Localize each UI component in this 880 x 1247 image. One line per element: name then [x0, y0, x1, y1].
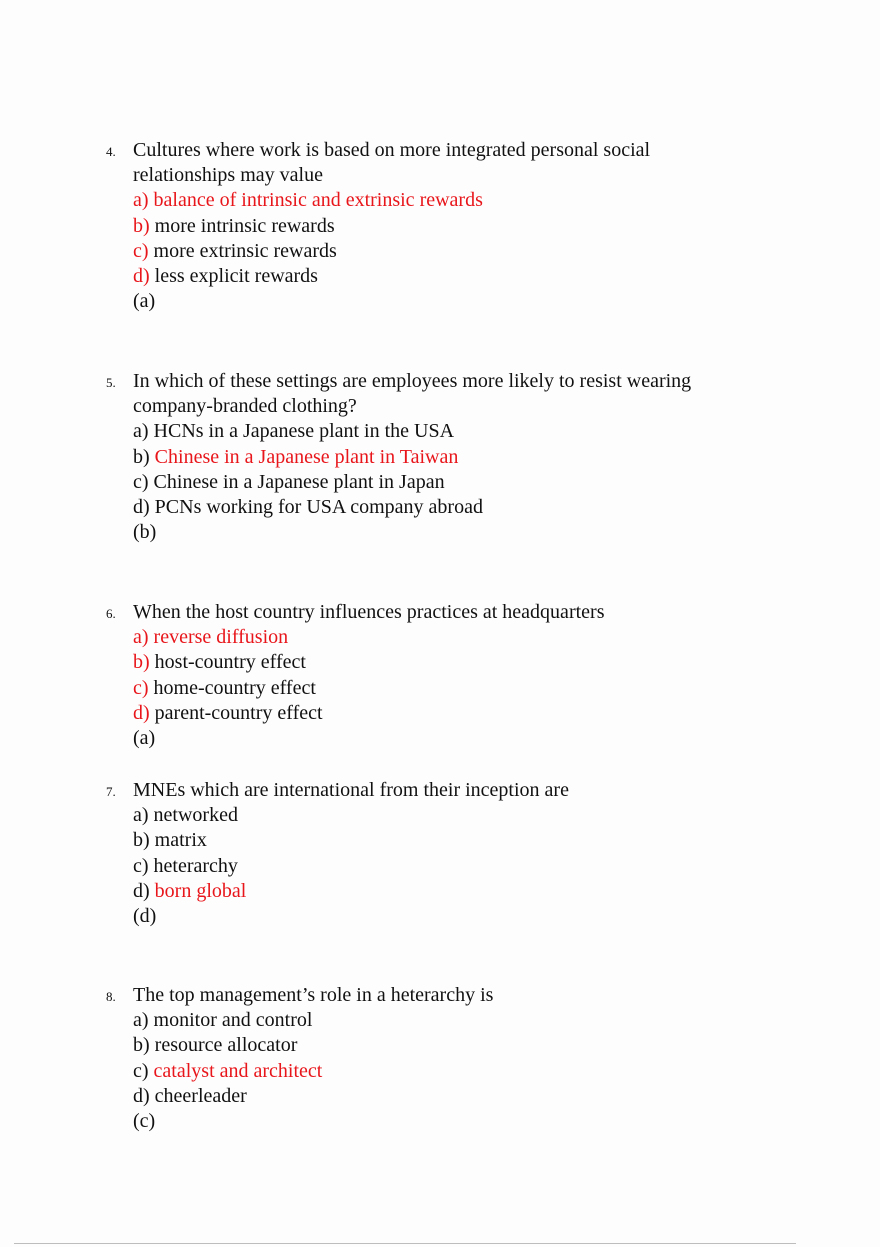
option-c [133, 854, 773, 879]
option-letter: b) [133, 214, 150, 237]
answer-key: (a) [133, 727, 156, 750]
question-number: 5. [106, 375, 116, 390]
option-letter: b) [133, 651, 150, 674]
option-text: more extrinsic rewards [148, 239, 337, 262]
option-c [133, 676, 773, 701]
question-stem-line: company-branded clothing? [133, 395, 357, 418]
option-letter: a) [133, 420, 149, 443]
option-letter: a) [133, 626, 149, 649]
option-d [133, 701, 773, 726]
option-text: reverse diffusion [148, 626, 289, 649]
option-letter: a) [133, 1009, 149, 1032]
option-text: catalyst and architect [148, 1059, 323, 1082]
option-text: more intrinsic rewards [149, 214, 335, 237]
option-letter: a) [133, 804, 149, 827]
option-text: monitor and control [148, 1009, 313, 1032]
question-stem-line: MNEs which are international from their inception are [133, 779, 569, 801]
option-text: PCNs working for USA company abroad [149, 496, 483, 519]
option-letter: c) [133, 676, 149, 699]
option-b [133, 214, 773, 239]
option-text: HCNs in a Japanese plant in the USA [148, 420, 455, 443]
option-text: heterarchy [148, 854, 238, 877]
option-letter: d) [133, 701, 150, 724]
option-letter: b) [133, 445, 150, 468]
option-letter: c) [133, 1059, 149, 1082]
option-text: matrix [149, 829, 207, 852]
option-b [133, 1033, 773, 1058]
question-number: 6. [106, 606, 116, 621]
option-d [133, 879, 773, 904]
option-text: home-country effect [148, 676, 316, 699]
option-text: less explicit rewards [149, 265, 318, 288]
option-c [133, 1059, 773, 1084]
option-d [133, 495, 773, 520]
option-letter: c) [133, 470, 149, 493]
question-number: 4. [106, 144, 116, 159]
option-text: parent-country effect [149, 701, 323, 724]
option-letter: d) [133, 496, 150, 519]
option-b [133, 828, 773, 853]
question-number: 8. [106, 989, 116, 1004]
answer-key: (b) [133, 521, 157, 544]
option-text: balance of intrinsic and extrinsic rewards [148, 189, 483, 212]
option-text: cheerleader [149, 1084, 247, 1107]
question-stem-line: In which of these settings are employees more likely to resist wearing [133, 370, 692, 392]
option-a [133, 803, 773, 828]
option-a [133, 188, 773, 213]
option-b [133, 445, 773, 470]
answer-key: (a) [133, 290, 156, 313]
question-body [133, 369, 773, 545]
question-stem-line: Cultures where work is based on more integrated personal social [133, 139, 651, 161]
option-a [133, 419, 773, 444]
option-a [133, 1008, 773, 1033]
question-stem-line: The top management’s role in a heterarchy is [133, 984, 494, 1006]
option-a [133, 625, 773, 650]
option-c [133, 239, 773, 264]
question-stem-line: When the host country influences practices at headquarters [133, 601, 605, 623]
option-b [133, 650, 773, 675]
answer-key: (c) [133, 1110, 156, 1133]
option-text: Chinese in a Japanese plant in Taiwan [149, 445, 459, 468]
option-text: born global [149, 879, 247, 902]
option-text: resource allocator [149, 1034, 298, 1057]
question-body [133, 778, 773, 929]
question-body [133, 138, 773, 314]
question-body [133, 600, 773, 751]
option-c [133, 470, 773, 495]
option-letter: c) [133, 239, 149, 262]
option-letter: d) [133, 1084, 150, 1107]
option-letter: c) [133, 854, 149, 877]
option-text: host-country effect [149, 651, 306, 674]
option-letter: d) [133, 265, 150, 288]
option-letter: b) [133, 1034, 150, 1057]
question-stem-line: relationships may value [133, 164, 323, 187]
question-body [133, 983, 773, 1134]
option-d [133, 1084, 773, 1109]
option-letter: b) [133, 829, 150, 852]
option-letter: a) [133, 189, 149, 212]
option-letter: d) [133, 879, 150, 902]
option-text: Chinese in a Japanese plant in Japan [148, 470, 445, 493]
option-d [133, 264, 773, 289]
answer-key: (d) [133, 905, 157, 928]
option-text: networked [148, 804, 238, 827]
footer-divider [14, 1243, 796, 1244]
question-number: 7. [106, 784, 116, 799]
